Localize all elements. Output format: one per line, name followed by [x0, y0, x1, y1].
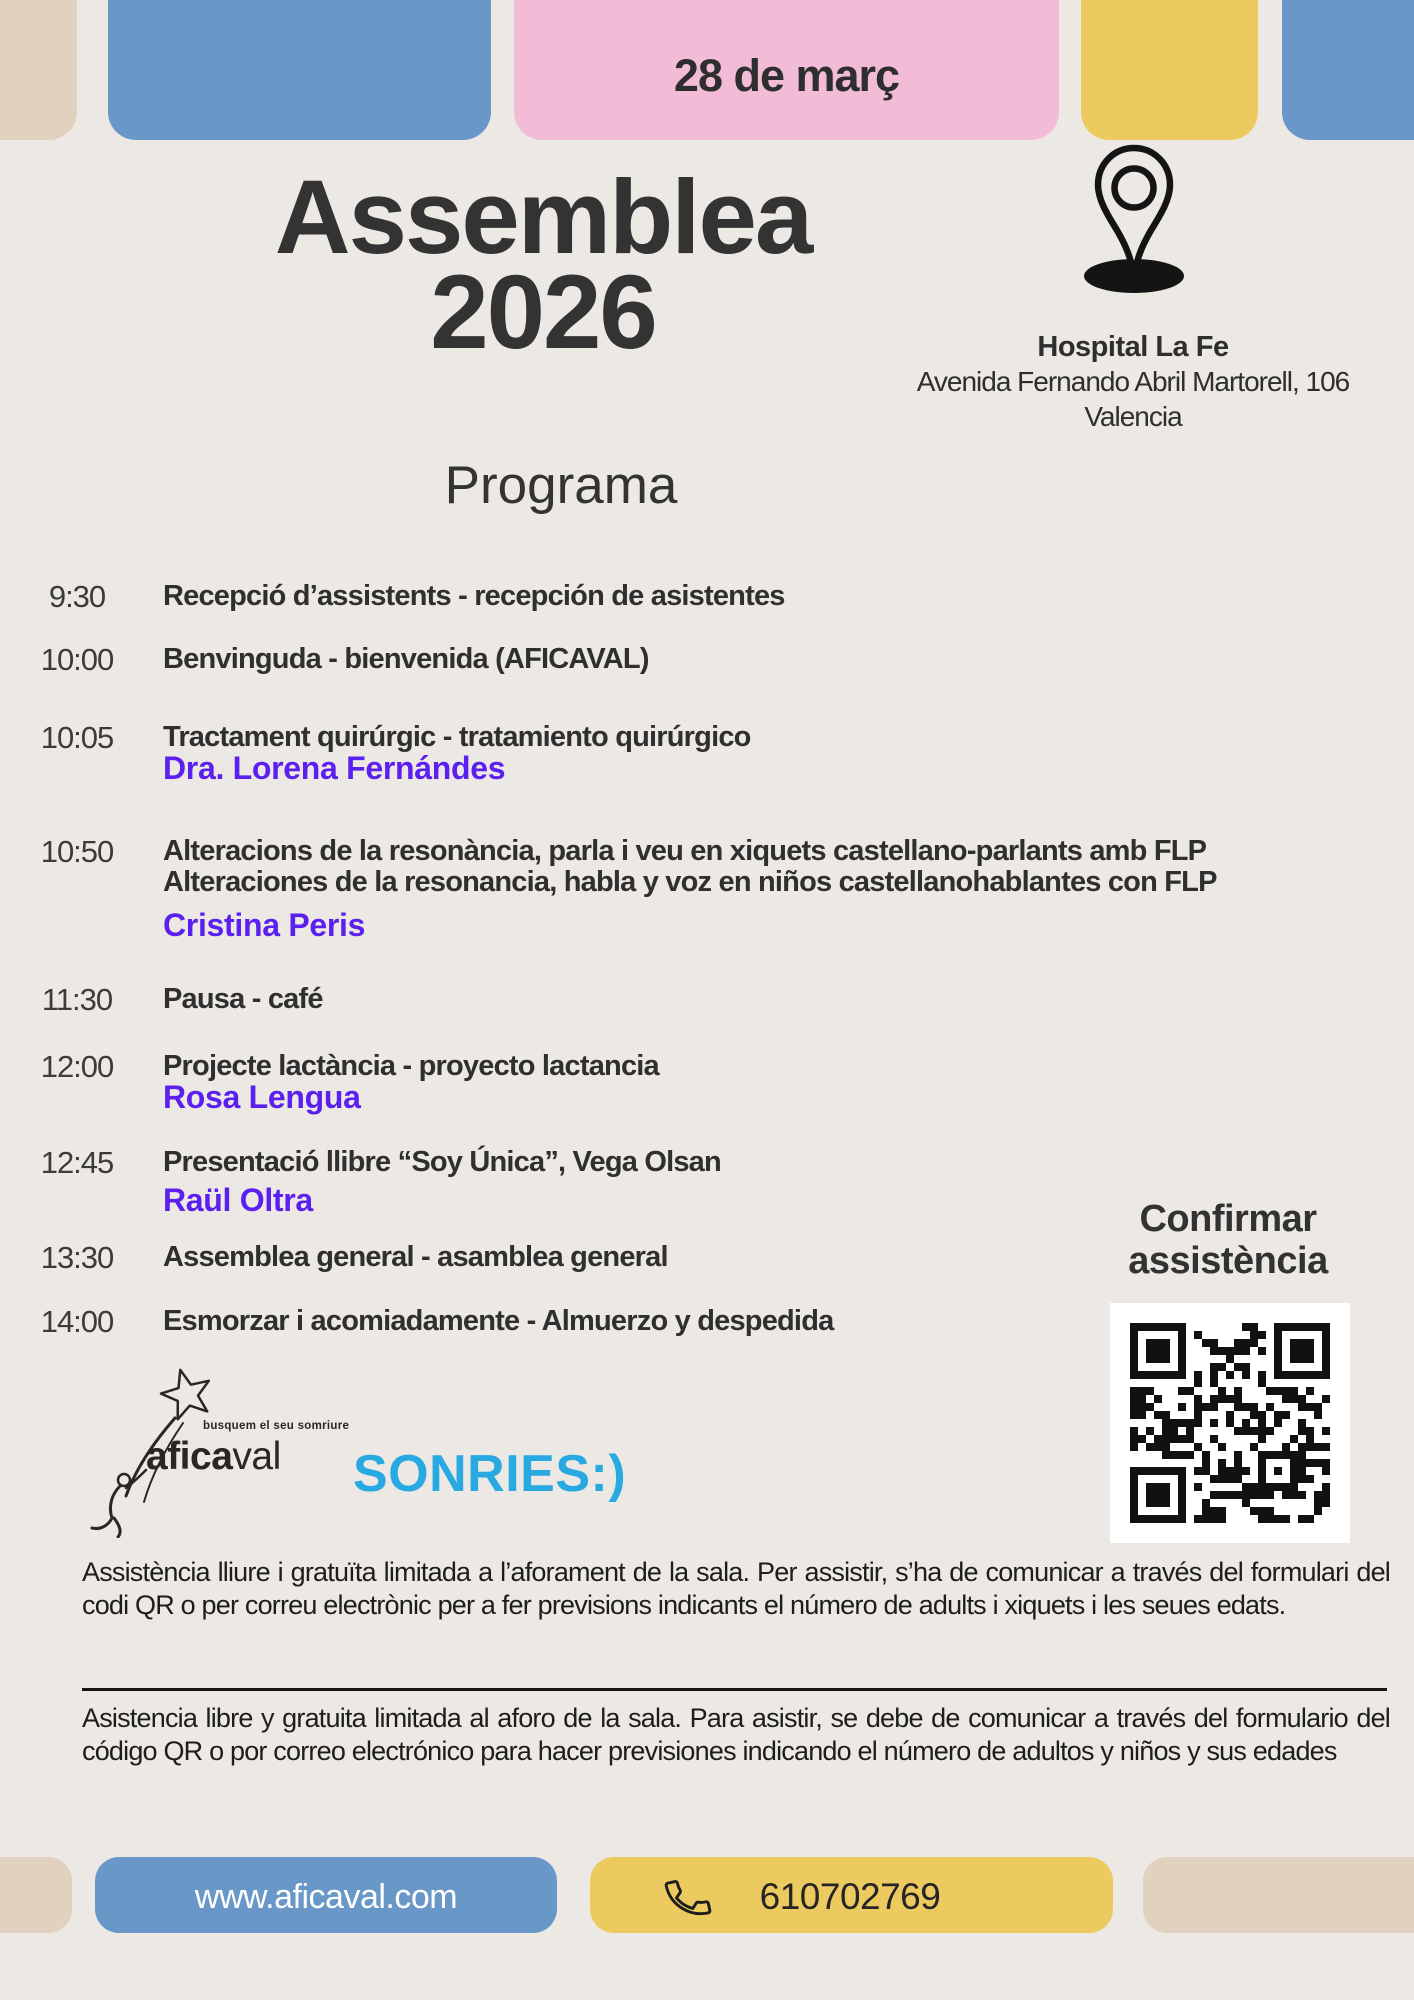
location-address: Avenida Fernando Abril Martorell, 106: [916, 366, 1350, 397]
schedule-time: 12:45: [40, 1145, 114, 1180]
schedule-item-title: Projecte lactància - proyecto lactancia: [163, 1050, 659, 1082]
phone-number: 610702769: [759, 1876, 941, 1917]
location-city: Valencia: [1084, 401, 1182, 432]
schedule-item-title: Esmorzar i acomiadamente - Almuerzo y despedida: [163, 1305, 834, 1337]
footer-bar-beige-right: [1143, 1857, 1414, 1933]
location-name: Hospital La Fe: [1037, 331, 1229, 363]
schedule-item-title: Benvinguda - bienvenida (AFICAVAL): [163, 643, 649, 675]
schedule-time: 9:30: [48, 579, 106, 614]
aficaval-wordmark-light: val: [232, 1435, 281, 1478]
schedule-item-title: Recepció d’assistents - recepción de asistentes: [163, 580, 785, 612]
schedule-item-title: Assemblea general - asamblea general: [163, 1241, 668, 1273]
schedule-item-title: Presentació llibre “Soy Única”, Vega Olsan: [163, 1146, 721, 1178]
schedule-item-title: Alteracions de la resonància, parla i veu en xiquets castellano-parlants amb FLP: [163, 835, 1207, 867]
note-valencian: Assistència lliure i gratuïta limitada a l’aforament de la sala. Per assistir, s’ha de comunicar a través del formulari del codi QR o per correu electrònic per a fer previsions indicants el número de adults i xiquets i les seues edats.: [82, 1557, 1390, 1620]
qr-code: [1110, 1303, 1350, 1543]
schedule-time: 10:05: [40, 720, 114, 755]
qr-code-pattern: [1130, 1323, 1330, 1523]
date-badge: 28 de març: [673, 50, 900, 101]
website-label: www.aficaval.com: [194, 1878, 458, 1916]
confirm-attendance-line1: Confirmar: [1139, 1198, 1317, 1240]
footer-bar-beige-left: [0, 1857, 72, 1933]
schedule-time: 10:50: [40, 834, 114, 869]
schedule-time: 12:00: [40, 1049, 114, 1084]
schedule-item-title: Pausa - café: [163, 983, 323, 1015]
aficaval-tagline: busquem el seu somriure: [203, 1420, 350, 1432]
schedule-item-title: Alteraciones de la resonancia, habla y voz en niños castellanohablantes con FLP: [163, 866, 1217, 898]
poster-title-line1: Assemblea: [274, 159, 812, 276]
schedule-speaker: Cristina Peris: [163, 907, 366, 943]
schedule-time: 14:00: [40, 1304, 114, 1339]
schedule-time: 10:00: [40, 642, 114, 677]
aficaval-wordmark-bold: afica: [146, 1435, 233, 1478]
aficaval-wordmark: [146, 1435, 281, 1479]
program-heading: Programa: [444, 456, 678, 515]
schedule-item-title: Tractament quirúrgic - tratamiento quirúrgico: [163, 721, 751, 753]
phone-icon: [663, 1873, 713, 1923]
schedule-time: 11:30: [41, 982, 113, 1017]
sonries-logo: SONRIES:): [353, 1445, 627, 1503]
schedule-speaker: Dra. Lorena Fernándes: [163, 750, 506, 786]
divider-line: [82, 1688, 1387, 1691]
schedule-speaker: Rosa Lengua: [163, 1079, 361, 1115]
poster-title-line2: 2026: [430, 254, 656, 371]
schedule-speaker: Raül Oltra: [163, 1182, 313, 1218]
schedule-time: 13:30: [40, 1240, 114, 1275]
note-spanish: Asistencia libre y gratuita limitada al aforo de la sala. Para asistir, se debe de comunicar a través del formulario del código QR o por correo electrónico para hacer previsiones indicando el número de adultos y niños y sus edades: [82, 1703, 1390, 1766]
confirm-attendance-line2: assistència: [1128, 1240, 1328, 1282]
